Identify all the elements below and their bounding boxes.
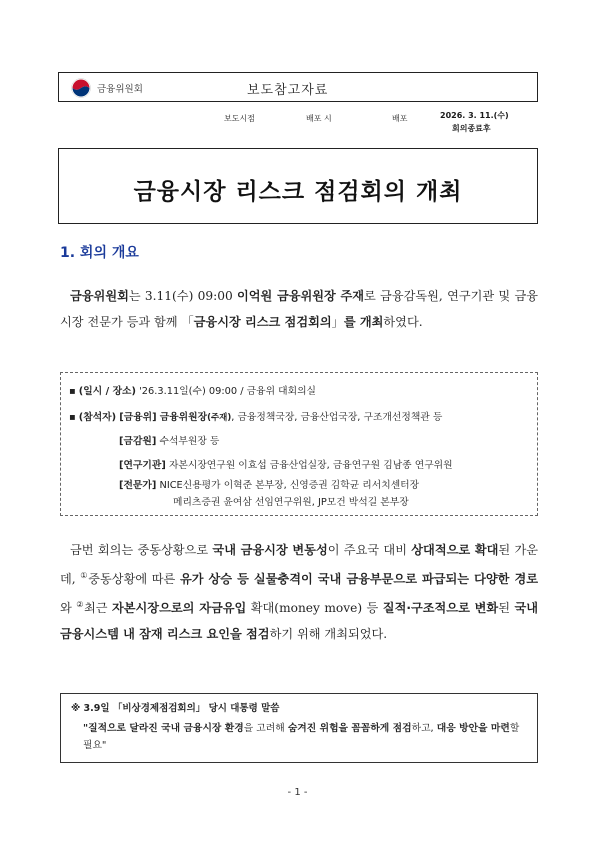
purpose-text: 최근 bbox=[83, 601, 112, 616]
group-members: 메리츠증권 윤여삼 선임연구위원, JP모건 박석길 본부장 bbox=[173, 497, 409, 508]
quote-text: 하고, bbox=[411, 723, 437, 734]
purpose-paragraph bbox=[60, 537, 538, 647]
release-time-label: 보도시점 bbox=[224, 114, 255, 123]
bullet-icon: ▪ bbox=[69, 412, 76, 423]
attendee-row-experts bbox=[119, 477, 419, 491]
group-label: [금감원] bbox=[119, 436, 157, 447]
header-box bbox=[58, 72, 538, 102]
government-logo-icon bbox=[71, 78, 91, 98]
after-meeting-note: 회의종료후 bbox=[452, 124, 491, 133]
marker-1: ① bbox=[80, 571, 89, 580]
quote-text: 할 필요" bbox=[83, 723, 520, 751]
intro-text: 」 bbox=[331, 315, 344, 329]
quote-heading: ※ 3.9일 「비상경제점검회의」 당시 대통령 말씀 bbox=[71, 703, 280, 714]
schedule-label: (일시 / 장소) bbox=[78, 386, 136, 397]
attendee-row-fss bbox=[119, 433, 219, 447]
group-members: , 금융정책국장, 금융산업국장, 구조개선정책관 등 bbox=[231, 412, 443, 423]
intro-paragraph bbox=[60, 283, 538, 335]
group-label: [금융위] bbox=[119, 412, 157, 423]
distribution-time-label: 배포 시 bbox=[306, 114, 332, 123]
quote-body bbox=[83, 720, 531, 754]
purpose-emphasis: 국내 금융시장 변동성 bbox=[212, 543, 328, 557]
intro-chair: 이억원 금융위원장 주재 bbox=[237, 289, 365, 303]
purpose-emphasis: 질적·구조적으로 변화 bbox=[382, 601, 499, 616]
attendee-row-research bbox=[119, 457, 453, 471]
distribution-label: 배포 bbox=[392, 114, 408, 123]
schedule-value: '26.3.11일(수) 09:00 / 금융위 대회의실 bbox=[139, 386, 317, 397]
intro-subject: 금융위원회 bbox=[70, 289, 129, 303]
intro-text: 로 금융감독원, 연구기관 및 금융시장 전문가 등과 함께 「 bbox=[60, 289, 539, 329]
intro-held: 를 개최 bbox=[343, 315, 384, 329]
section-heading: 1. 회의 개요 bbox=[60, 245, 139, 261]
marker-2: ② bbox=[76, 600, 84, 610]
attendee-row-experts-2 bbox=[173, 494, 409, 508]
purpose-text: 된 가운데, bbox=[60, 543, 538, 587]
page-number: - 1 - bbox=[287, 787, 308, 798]
group-members: 수석부원장 등 bbox=[159, 436, 220, 447]
title-box bbox=[58, 148, 538, 224]
purpose-emphasis: 상대적으로 확대 bbox=[411, 543, 499, 557]
page-title: 금융시장 리스크 점검회의 개최 bbox=[133, 179, 463, 205]
release-date: 2026. 3. 11.(수) bbox=[440, 111, 509, 120]
group-members: NICE신용평가 이혁준 본부장, 신영증권 김학균 리서치센터장 bbox=[159, 480, 420, 491]
group-lead-suffix: (주재) bbox=[207, 413, 232, 423]
quote-emphasis: 숨겨진 위험을 꼼꼼하게 점검 bbox=[287, 723, 412, 734]
purpose-text: 중동상황에 따른 bbox=[88, 572, 180, 587]
quote-text: 을 고려해 bbox=[243, 723, 288, 734]
meeting-info-box bbox=[60, 372, 538, 516]
quote-emphasis: "질적으로 달라진 국내 금융시장 환경 bbox=[83, 723, 244, 734]
org-name: 금융위원회 bbox=[97, 84, 143, 95]
purpose-emphasis: 국내 금융시스템 내 잠재 리스크 요인을 점검 bbox=[60, 601, 538, 642]
purpose-emphasis: 유가 상승 등 실물충격이 국내 금융부문으로 파급되는 다양한 경로 bbox=[179, 572, 538, 587]
purpose-text: 금번 회의는 중동상황으로 bbox=[70, 543, 213, 557]
purpose-text: 확대(money move) 등 bbox=[246, 601, 383, 616]
group-label: [전문가] bbox=[119, 480, 157, 491]
attendees-label: (참석자) bbox=[78, 412, 117, 423]
purpose-text: 된 bbox=[498, 601, 515, 616]
group-lead: 금융위원장 bbox=[159, 412, 208, 423]
purpose-text: 이 주요국 대비 bbox=[327, 543, 412, 557]
purpose-text: 와 bbox=[60, 601, 77, 616]
document-type: 보도참고자료 bbox=[247, 83, 329, 98]
intro-text: 하였다. bbox=[383, 315, 423, 329]
purpose-emphasis: 자본시장으로의 자금유입 bbox=[111, 601, 247, 616]
quote-box bbox=[60, 693, 538, 763]
bullet-icon: ▪ bbox=[69, 386, 76, 397]
quote-emphasis: 대응 방안을 마련 bbox=[436, 723, 510, 734]
schedule-row bbox=[69, 383, 316, 397]
intro-meeting-name: 금융시장 리스크 점검회의 bbox=[193, 315, 332, 329]
intro-text: 는 3.11(수) 09:00 bbox=[128, 289, 237, 303]
group-members: 자본시장연구원 이효섭 금융산업실장, 금융연구원 김남종 연구위원 bbox=[168, 460, 453, 471]
attendee-row-fsc bbox=[69, 409, 442, 423]
group-label: [연구기관] bbox=[119, 460, 166, 471]
purpose-text: 하기 위해 개최되었다. bbox=[269, 627, 388, 642]
